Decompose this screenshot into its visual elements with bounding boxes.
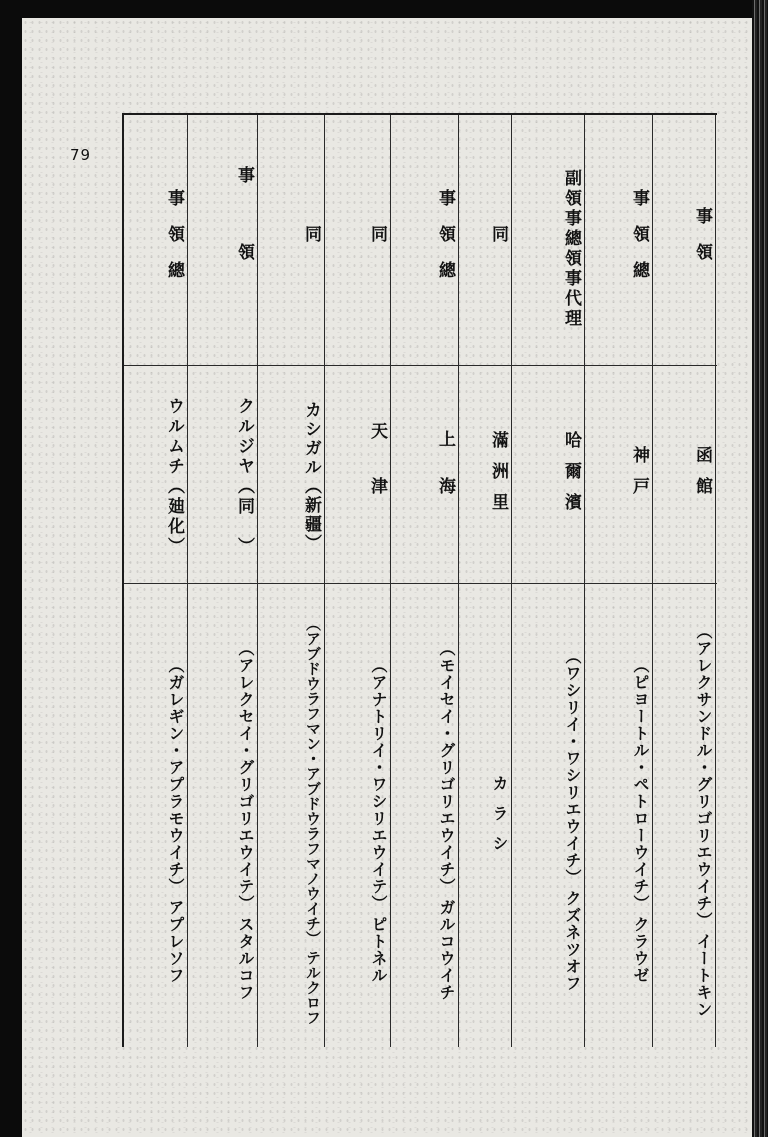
table-column: [652, 115, 716, 1047]
official-title: 總 領 事: [164, 189, 184, 297]
post-location: 神戸: [629, 446, 649, 508]
official-title: 總領事代理 副領事: [561, 169, 581, 329]
table-column: [124, 115, 188, 1047]
page-number: 79: [70, 146, 92, 164]
official-title: 領 事: [692, 207, 712, 279]
official-name: テルクロフ （アブドウラフマン・アブドウラフマノウイチ）: [304, 615, 322, 1025]
official-name: クズネツオフ （ワシリイ・ワシリエウイチ）: [563, 648, 582, 992]
official-name: クラウゼ （ピヨートル・ペトローウイチ）: [631, 656, 650, 984]
consular-officials-table: [122, 113, 717, 1047]
table-column: [511, 115, 585, 1047]
table-column: [324, 115, 391, 1047]
post-location: 函館: [692, 446, 712, 508]
official-title: 同: [488, 225, 508, 261]
official-name: ガルコウイチ （モイセイ・グリゴリエウイチ）: [437, 639, 456, 1001]
table-column: [257, 115, 325, 1047]
official-title: 同: [367, 225, 387, 261]
table-column: [584, 115, 653, 1047]
official-name: イートキン （アレクサンドル・グリゴリエウイチ）: [694, 622, 713, 1018]
official-title: 總 領 事: [629, 189, 649, 297]
post-location: クルジヤ（同 ）: [234, 397, 254, 557]
official-name: ピトネル （アナトリイ・ワシリエウイテ）: [369, 656, 388, 984]
post-location: 滿洲里: [488, 430, 508, 524]
official-title: 總 領 事: [435, 189, 455, 297]
official-name: アプレソフ （ガレギン・アプラモウイチ）: [166, 656, 185, 984]
post-location: 哈爾濱: [561, 430, 581, 524]
document-page: [22, 18, 752, 1137]
official-title: 領 事: [234, 166, 254, 320]
table-column: [390, 115, 459, 1047]
table-column: [187, 115, 258, 1047]
post-location: ウルムチ（廸化）: [164, 397, 184, 557]
post-location: カシガル（新疆）: [301, 401, 321, 553]
official-name: スタルコフ （アレクセイ・グリゴリエウイテ）: [236, 639, 255, 1001]
table-column: [458, 115, 512, 1047]
post-location: 天津: [367, 422, 387, 532]
official-title: 同: [301, 225, 321, 261]
book-binding-edge: [752, 0, 768, 1137]
post-location: 上海: [435, 430, 455, 524]
official-name: カラシ: [490, 775, 509, 865]
